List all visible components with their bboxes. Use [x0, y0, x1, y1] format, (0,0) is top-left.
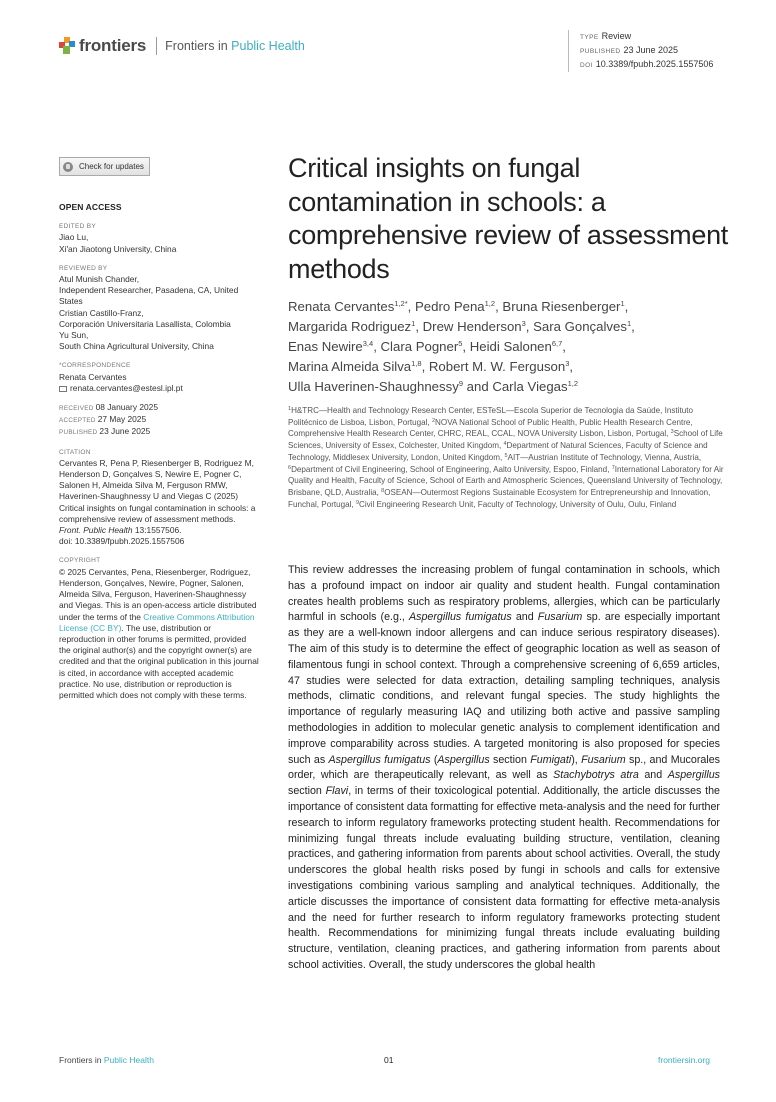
species-name: Fusarium	[537, 611, 583, 624]
reviewer-name: Yu Sun,	[59, 330, 89, 341]
page-number: 01	[384, 1055, 394, 1065]
journal-accent: Public Health	[231, 39, 305, 53]
author-affiliation-marker: 3,4	[362, 339, 374, 348]
author-affiliation-marker: 5	[458, 339, 463, 348]
reviewed-by-label: REVIEWED BY	[59, 264, 108, 272]
citation-label: CITATION	[59, 448, 91, 456]
citation-body: Cervantes R, Pena P, Riesenberger B, Rodriguez M, Henderson D, Gonçalves S, Newire E, Pogner C, Salonen H, Almeida Silva M, Ferguson RMW, Haverinen-Shaughnessy U and Viegas C (2025) Critical insights on fungal contamination in schools: a comprehensive review of assessment methods.	[59, 457, 256, 524]
frontiers-logo[interactable]	[59, 35, 305, 57]
copyright-pre: © 2025 Cervantes, Pena, Riesenberger, Rodriguez, Henderson, Gonçalves, Newire, Pogner, Salonen, Almeida Silva, Ferguson, Haverinen-Shaughnessy and Viegas. This is an open-access article distributed under the terms of the	[59, 566, 257, 622]
mail-icon	[59, 386, 67, 392]
author-affiliation-marker: 3	[565, 359, 570, 368]
affiliation-number: 6	[288, 464, 292, 471]
journal-prefix: Frontiers in	[165, 39, 232, 53]
correspondence-label: *CORRESPONDENCE	[59, 362, 131, 370]
frontiers-logo-icon	[59, 37, 75, 55]
abstract-text: section	[288, 785, 326, 798]
affiliation-number: 7	[611, 464, 615, 471]
species-name: Fusarium	[581, 753, 626, 766]
reviewers-list	[59, 274, 259, 352]
species-name: Aspergillus	[667, 769, 720, 782]
affiliation-text: Department of Civil Engineering, School of Engineering, Aalto University, Espoo, Finland,	[291, 464, 612, 474]
affiliation-number: 2	[431, 417, 436, 424]
published-value: 23 June 2025	[99, 426, 151, 437]
author[interactable]: Clara Pogner	[380, 339, 459, 354]
citation-journal: Front. Public Health	[59, 525, 133, 536]
author-affiliation-marker: 1,2	[484, 299, 496, 308]
editor-name: Jiao Lu,	[59, 232, 89, 243]
copyright-text	[59, 567, 259, 701]
abstract-text: and	[511, 611, 538, 624]
accepted-label: ACCEPTED	[59, 417, 96, 425]
abstract-text: and	[638, 769, 668, 782]
check-for-updates-button[interactable]	[59, 157, 150, 176]
affiliation-text: AIT—Austrian Institute of Technology, Vienna, Austria,	[507, 452, 702, 462]
open-access-label: OPEN ACCESS	[59, 202, 122, 212]
author[interactable]: Carla Viegas	[492, 379, 568, 394]
affiliation-number: 5	[504, 452, 508, 459]
affiliations	[288, 405, 728, 510]
author[interactable]: Renata Cervantes	[288, 299, 395, 314]
type-row	[580, 30, 713, 44]
copyright-post: . The use, distribution or reproduction in other forums is permitted, provided the original author(s) and the copyright owner(s) are credited and that the original publication in this journal is cited, in accordance with accepted academic practice. No use, distribution or reproduction is permitted which does not comply with these terms.	[59, 622, 259, 700]
abstract-text: ),	[571, 753, 582, 766]
citation-doi[interactable]: doi: 10.3389/fpubh.2025.1557506	[59, 536, 185, 547]
cc-by-license-link[interactable]: Creative Commons Attribution License (CC BY)	[59, 611, 255, 633]
dates	[59, 402, 259, 439]
abstract-text: This review addresses the increasing problem of fungal contamination in schools, which has a profound impact on indoor air quality and student health. Fungal contamination creates health problems such as respiratory problems, allergies, which can be particularly harmful in schools (e.g.,	[288, 564, 720, 624]
citation-volume: 13:1557506.	[132, 525, 182, 536]
citation-text	[59, 458, 259, 548]
author[interactable]: Ulla Haverinen-Shaughnessy	[288, 379, 459, 394]
reviewer-name: Cristian Castillo-Franz,	[59, 307, 144, 318]
author[interactable]: Drew Henderson	[422, 319, 522, 334]
check-updates-icon	[63, 162, 73, 172]
reviewer-affiliation: South China Agricultural University, China	[59, 341, 214, 352]
author-affiliation-marker: 9	[458, 379, 463, 388]
author[interactable]: Pedro Pena	[414, 299, 485, 314]
affiliation-number: 4	[503, 441, 507, 448]
affiliation-number: 1	[288, 406, 292, 412]
affiliation-text: H&TRC—Health and Technology Research Center, ESTeSL—Escola Superior de Tecnologia da Saúde, Instituto Politécnico de Lisboa, Lisbon, Portugal,	[288, 406, 693, 427]
abstract-text: sp. are especially important as they are a well-known indoor allergens and can induce serious respiratory diseases). The aim of this study is to determine the effect of geographic location as well as season of filamentous fungi in school context. Through a comprehensive screening of 6,659 articles, 47 studies were selected for data extraction, detailing sampling techniques, analysis methods, climatic conditions, and relevant fungal species. The study highlights the importance of regularly measuring IAQ and utilizing both active and passive sampling methodologies in addition to molecular genetic analysis to complement identification and improve comparability across studies. A targeted monitoring is also proposed for species such as	[288, 611, 720, 766]
article-title: Critical insights on fungal contamination in schools: a comprehensive review of assessment methods	[288, 153, 728, 284]
species-name: Aspergillus	[437, 753, 490, 766]
author-affiliation-marker: 1,2*	[394, 299, 408, 308]
type-label: TYPE	[580, 34, 599, 41]
header-divider	[156, 37, 157, 55]
affiliation-text: School of Life Sciences, University of Essex, Colchester, United Kingdom,	[288, 429, 723, 451]
affiliation-number: 9	[355, 499, 359, 506]
author-list: Renata Cervantes$^{1,2*}$, Pedro Pena$^{1,2}$, Bruna Riesenberger$^1$, Margarida Rodriguez$^1$, Drew Henderson$^3$, Sara Gonçalves$^1$, Enas Newire$^{3,4}$, Clara Pogner$^5$, Heidi Salonen$^{6,7}$, Marina Almeida Silva$^{1,8}$, Robert M. W. Ferguson$^3$, Ulla Haverinen-Shaughnessy$^9$ and Carla Viegas$^{1,2}$	[288, 299, 635, 394]
species-name: Fumigati	[530, 753, 572, 766]
edited-by-label: EDITED BY	[59, 223, 97, 231]
author-affiliation-marker: 3	[521, 319, 526, 328]
received-label: RECEIVED	[59, 405, 94, 413]
author-affiliation-marker: 1,2	[567, 379, 579, 388]
doi-label: DOI	[580, 62, 593, 69]
abstract-text: (	[430, 753, 438, 766]
abstract-text: sp., and Mucorales order, which are therapeutically relevant, as well as	[288, 753, 721, 782]
brand-name: frontiers	[79, 36, 147, 55]
doi-value[interactable]: 10.3389/fpubh.2025.1557506	[595, 59, 714, 69]
published-label: PUBLISHED	[59, 429, 98, 437]
abstract-text: , in terms of their toxicological potential. Additionally, the article discusses the importance of consistent data formatting for effective meta-analysis and the need for further research to inform regulatory frameworks protecting student health. Recommendations for minimizing fungal threats include evaluating building structure, ventilation, cleaning practices, and gathering information from parents about school activities. Overall, the study underscores the global health risks posed by fungi in schools and calls for extensive investigations combining various sampling and analytical techniques. Additionally, the article discusses the importance of consistent data formatting for effective meta-analysis and the need for further research to inform regulatory frameworks protecting student health. Recommendations for minimizing fungal threats include evaluating building structure, ventilation, cleaning practices, and gathering information from parents about school activities. Overall, the study underscores the global health	[288, 785, 720, 971]
species-name: Aspergillus fumigatus	[409, 611, 512, 624]
copyright-label: COPYRIGHT	[59, 557, 101, 565]
footer-journal-prefix: Frontiers in	[59, 1055, 104, 1065]
author-affiliation-marker: 1	[626, 319, 632, 328]
doi-row	[580, 58, 713, 72]
abstract	[288, 563, 720, 974]
published-label: PUBLISHED	[580, 48, 621, 55]
author[interactable]: Margarida Rodriguez	[288, 319, 412, 334]
footer-journal[interactable]	[59, 1055, 154, 1065]
published-row	[580, 44, 713, 58]
received-value: 08 January 2025	[95, 402, 158, 413]
author-affiliation-marker: 1	[620, 299, 625, 308]
editor-affiliation: Xi'an Jiaotong University, China	[59, 243, 177, 254]
author-affiliation-marker: 1,8	[411, 359, 422, 368]
author[interactable]: Heidi Salonen	[469, 339, 552, 354]
author[interactable]: Marina Almeida Silva	[288, 359, 412, 374]
sidebar	[59, 157, 259, 701]
species-name: Flavi	[325, 785, 349, 798]
affiliation-text: Department of Natural Sciences, Faculty of Science and Technology, Middlesex University, London, United Kingdom,	[288, 441, 708, 462]
abstract-text: section	[489, 753, 531, 766]
reviewer-affiliation: Corporación Universitaria Lasallista, Colombia	[59, 318, 231, 329]
correspondence-name: Renata Cervantes	[59, 371, 127, 382]
correspondence-email[interactable]: renata.cervantes@estesl.ipl.pt	[70, 382, 183, 393]
affiliation-number: 3	[670, 429, 674, 436]
affiliation-text: Civil Engineering Research Unit, Faculty of Technology, University of Oulu, Oulu, Finland	[359, 499, 677, 509]
article-meta	[568, 30, 713, 72]
species-name: Stachybotrys atra	[553, 769, 639, 782]
published-value: 23 June 2025	[623, 45, 679, 55]
author[interactable]: Bruna Riesenberger	[502, 299, 621, 314]
author[interactable]: Enas Newire	[288, 339, 363, 354]
footer-site-link[interactable]: frontiersin.org	[658, 1055, 710, 1065]
affiliation-number: 8	[381, 487, 385, 494]
type-value: Review	[601, 31, 632, 41]
species-name: Aspergillus fumigatus	[328, 753, 431, 766]
author[interactable]: Sara Gonçalves	[533, 319, 627, 334]
affiliation-text: International Laboratory for Air Quality and Health, Faculty of Science, School of Earth and Atmospheric Sciences, Queensland University of Technology, Brisbane, QLD, Australia,	[288, 464, 724, 497]
affiliation-text: NOVA National School of Public Health, Public Health Research Centre, Comprehensive Health Research Center, CHRC, REAL, CCAL, NOVA University Lisbon, Lisbon, Portugal,	[288, 417, 693, 439]
author-affiliation-marker: 6,7	[551, 339, 563, 348]
author[interactable]: Robert M. W. Ferguson	[428, 359, 566, 374]
affiliation-text: OSEAN—Outermost Regions Sustainable Ecosystem for Entrepreneurship and Innovation, Funchal, Portugal,	[288, 487, 711, 509]
author-affiliation-marker: 1	[411, 319, 416, 328]
footer-journal-accent: Public Health	[103, 1055, 154, 1065]
reviewer-name: Atul Munish Chander,	[59, 274, 140, 285]
correspondence-email-row	[59, 383, 259, 394]
check-updates-label: Check for updates	[79, 161, 144, 171]
accepted-value: 27 May 2025	[97, 414, 147, 425]
reviewer-affiliation: Independent Researcher, Pasadena, CA, United States	[59, 285, 239, 307]
journal-name[interactable]	[165, 39, 305, 53]
